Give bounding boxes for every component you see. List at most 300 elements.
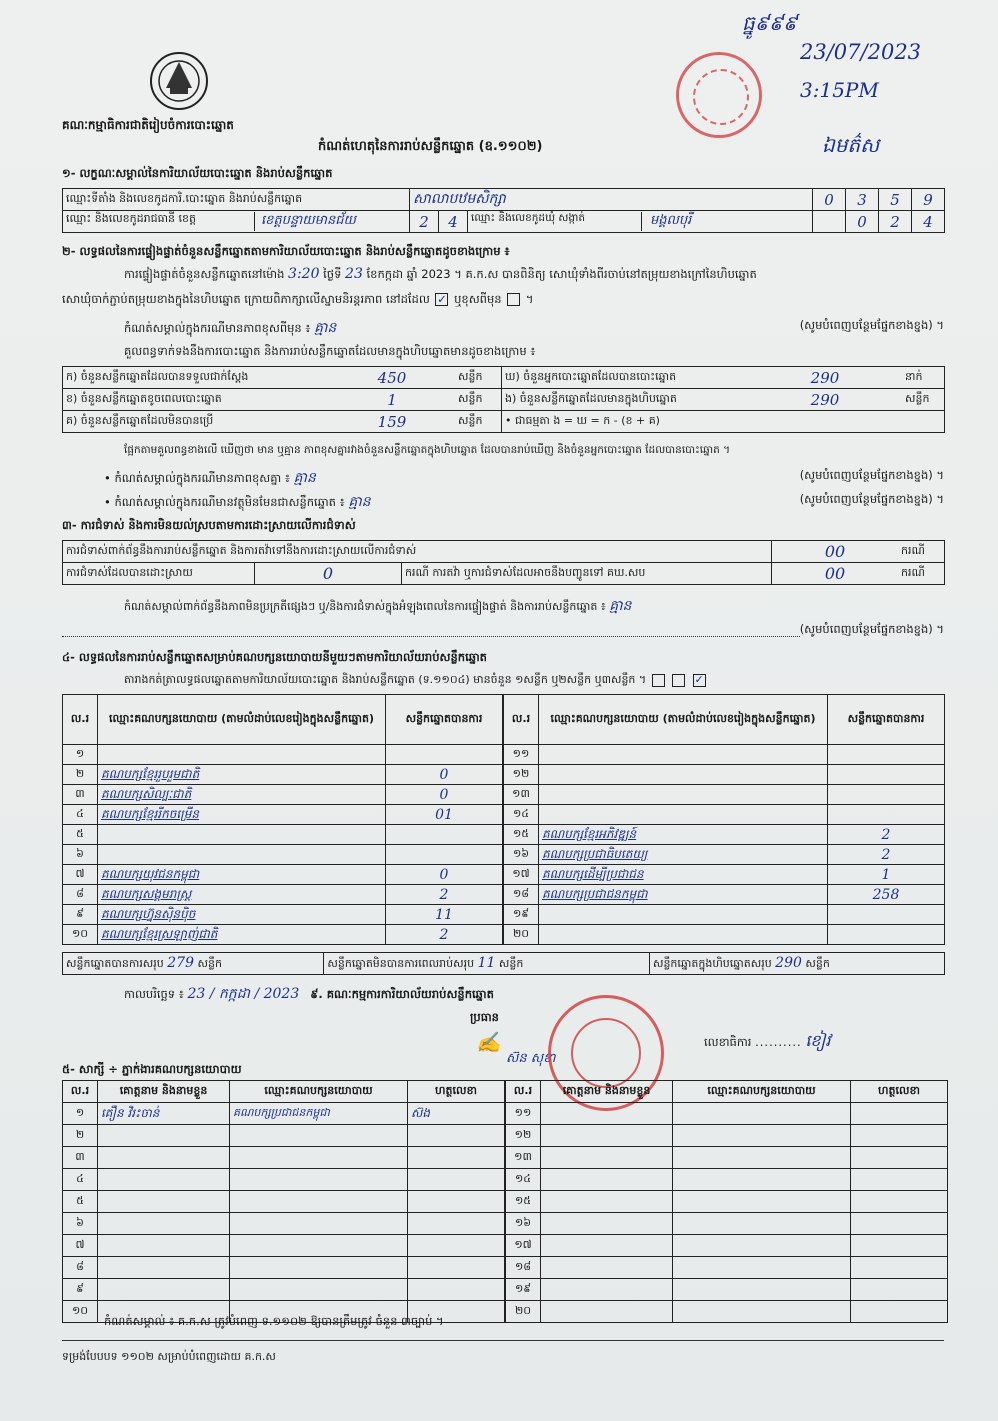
s4-left-row <box>63 785 503 805</box>
s5-left-name <box>98 1213 230 1235</box>
s4-left-row <box>63 745 503 765</box>
s2-p2-text: សោឃុំចាក់ភ្ជាប់តម្រុយខាងក្នុងនៃហិបឆ្នោត ក្រោយពិភាក្សាលើស្នាមនិរន្តរភាព នៅដដែល <box>62 292 430 306</box>
s5-left-no: ៦ <box>63 1213 98 1235</box>
s4-left-votes: 0 <box>386 785 503 805</box>
s4-left-row <box>63 805 503 825</box>
s4-right-votes <box>828 785 945 805</box>
received-signature: ឯមត៌ស <box>822 133 880 157</box>
s4-right-party <box>539 745 828 765</box>
s5-left-sign <box>408 1169 505 1191</box>
s4-left-no: ៧ <box>63 865 98 885</box>
unit: សន្លឹក <box>197 956 222 970</box>
s5-right-name <box>541 1125 673 1147</box>
s4-right-party <box>539 765 828 785</box>
s4-left-votes <box>386 845 503 865</box>
s5-left-no: ៩ <box>63 1279 98 1301</box>
s5-right-no: ១៨ <box>506 1257 541 1279</box>
s4-left-no: ៩ <box>63 905 98 925</box>
s5-right-row <box>506 1213 948 1235</box>
count-unit: សន្លឹក <box>455 389 502 411</box>
count-label-d: ឃ) ចំនួនអ្នកបោះឆ្នោតដែលបានបោះឆ្នោត <box>502 367 749 389</box>
s5-right-sign <box>851 1301 948 1323</box>
date-value: 23 / កក្កដា / 2023 <box>187 986 300 1002</box>
s4-right-row <box>504 745 945 765</box>
bullet1-value: គ្មាន <box>293 470 316 486</box>
s5-left-sign <box>408 1147 505 1169</box>
s4-right-party <box>539 785 828 805</box>
s1-province-code-digit: 4 <box>439 211 468 233</box>
count-formula: • ជាធម្មតា ង = ឃ = ក - (ខ + គ) <box>502 411 945 433</box>
s4-right-row <box>504 925 945 945</box>
s1-province-label: ឈ្មោះ និងលេខកូដរាជធានី ខេត្ត <box>63 212 255 231</box>
three-sheet-checkbox[interactable]: ✓ <box>694 672 704 686</box>
s4-right-no: ២០ <box>504 925 539 945</box>
same-checkbox[interactable]: ✓ <box>437 292 447 306</box>
s1-province-code-digit: 2 <box>410 211 439 233</box>
s4-right-votes: 1 <box>828 865 945 885</box>
s5-right-party <box>673 1213 851 1235</box>
s3-heading: ៣- ការជំទាស់ និងការមិនយល់ស្របតាមការដោះស្រាយលើការជំទាស់ <box>62 518 356 532</box>
secretary-signature: ខៀវ <box>805 1031 831 1050</box>
s5-left-party <box>230 1279 408 1301</box>
s5-right-table <box>505 1080 948 1323</box>
s4-right-party <box>539 905 828 925</box>
received-date: 23/07/2023 <box>800 40 922 64</box>
s4-left-party <box>98 845 386 865</box>
col-no: ល.រ <box>63 1081 98 1103</box>
s1-location-value: សាលាបឋមសិក្សា <box>410 189 813 211</box>
s4-left-votes <box>386 745 503 765</box>
s5-left-sign <box>408 1235 505 1257</box>
s5-right-sign <box>851 1147 948 1169</box>
s5-right-party <box>673 1125 851 1147</box>
s5-left-party <box>230 1235 408 1257</box>
s4-right-no: ១៩ <box>504 905 539 925</box>
s5-left-row <box>63 1279 505 1301</box>
received-time: 3:15PM <box>800 78 879 102</box>
s4-right-votes: 2 <box>828 825 945 845</box>
count-value-c: 159 <box>329 411 455 433</box>
s2-count-table <box>62 366 945 433</box>
s2-time-value: 3:20 <box>288 266 320 282</box>
s4-left-row <box>63 865 503 885</box>
s4-left-table <box>62 694 503 945</box>
s3-unit: ករណី <box>898 541 945 563</box>
s2-result-intro: គួលពន្ធទាក់ទងនឹងការបោះឆ្នោត និងការរាប់សន្លឹកឆ្នោតដែលមានក្នុងហិបឆ្នោតមានដូចខាងក្រោម ៖ <box>124 344 536 358</box>
s5-left-party <box>230 1125 408 1147</box>
s5-witness-table <box>62 1080 948 1323</box>
s2-p2-or: ឬខុសពីមុន <box>454 292 502 306</box>
s4-left-votes: 0 <box>386 865 503 885</box>
count-unit: នាក់ <box>902 367 945 389</box>
different-checkbox[interactable] <box>507 293 520 306</box>
s5-right-sign <box>851 1279 948 1301</box>
s1-heading: ១- លក្ខណៈសម្គាល់នៃការិយាល័យបោះឆ្នោត និងរាប់សន្លឹកឆ្នោត <box>62 166 333 180</box>
s1-commune-code-digit: 4 <box>912 211 945 233</box>
total-invalid <box>324 953 650 975</box>
s5-right-sign <box>851 1235 948 1257</box>
s4-right-no: ១៧ <box>504 865 539 885</box>
s4-left-no: ៣ <box>63 785 98 805</box>
received-code: ធ្នូ៩៩៩ <box>742 11 798 35</box>
s3-unit: ករណី <box>405 565 429 579</box>
s5-left-no: ៣ <box>63 1147 98 1169</box>
s5-right-name <box>541 1301 673 1323</box>
s5-right-no: ១១ <box>506 1103 541 1125</box>
count-value-e: 290 <box>748 389 902 411</box>
s5-right-sign <box>851 1191 948 1213</box>
s4-left-votes: 2 <box>386 925 503 945</box>
s5-right-name <box>541 1191 673 1213</box>
s5-right-party <box>673 1103 851 1125</box>
s4-left-party: គណបក្សយុវជនកម្ពុជា <box>98 865 386 885</box>
committee-label: ៩. គណៈកម្មការការិយាល័យរាប់សន្លឹកឆ្នោត <box>310 987 494 1001</box>
nec-emblem-icon <box>146 48 212 114</box>
s3-unit: ករណី <box>898 563 945 585</box>
s5-right-row <box>506 1103 948 1125</box>
s3-dotted-line <box>62 622 944 637</box>
s5-left-name <box>98 1125 230 1147</box>
col-sign: ហត្ថលេខា <box>851 1081 948 1103</box>
date-label: កាលបរិច្ឆេទ ៖ <box>124 987 184 1001</box>
col-party: ឈ្មោះគណបក្សនយោបាយ <box>673 1081 851 1103</box>
s5-right-row <box>506 1191 948 1213</box>
s4-right-row <box>504 785 945 805</box>
s4-intro <box>124 673 708 689</box>
s4-left-no: ៨ <box>63 885 98 905</box>
chair-name: ស៊ន សុខា <box>506 1051 556 1066</box>
s5-right-sign <box>851 1213 948 1235</box>
s4-right-row <box>504 825 945 845</box>
s5-left-no: ៥ <box>63 1191 98 1213</box>
s4-left-party <box>98 745 386 765</box>
s4-left-votes: 01 <box>386 805 503 825</box>
s5-left-party: គណបក្សប្រជាជនកម្ពុជា <box>230 1103 408 1125</box>
s4-right-votes <box>828 905 945 925</box>
s5-right-sign <box>851 1103 948 1125</box>
s4-right-votes: 258 <box>828 885 945 905</box>
s5-right-no: ១២ <box>506 1125 541 1147</box>
s5-right-row <box>506 1147 948 1169</box>
s5-left-sign <box>408 1257 505 1279</box>
s5-left-row <box>63 1169 505 1191</box>
s5-right-party <box>673 1191 851 1213</box>
s5-left-no: ១ <box>63 1103 98 1125</box>
s4-left-party: គណបក្សខ្មែររីកចម្រើន <box>98 805 386 825</box>
count-value-b: 1 <box>329 389 455 411</box>
s5-heading: ៥- សាក្សី ÷ ភ្នាក់ងារគណបក្សនយោបាយ <box>62 1062 242 1076</box>
count-unit: សន្លឹក <box>455 367 502 389</box>
s4-right-votes <box>828 925 945 945</box>
s2-paragraph-1 <box>124 266 757 284</box>
col-no: ល.រ <box>506 1081 541 1103</box>
s3-row1-label: ការជំទាស់ពាក់ព័ន្ធនឹងការរាប់សន្លឹកឆ្នោត និងការតវ៉ាទៅនឹងការដោះស្រាយលើការជំទាស់ <box>63 541 772 563</box>
s4-date-line <box>124 984 494 1005</box>
col-party: ឈ្មោះគណបក្សនយោបាយ (តាមលំដាប់លេខរៀងក្នុងសន្លឹកឆ្នោត) <box>539 695 828 745</box>
s5-left-no: ៤ <box>63 1169 98 1191</box>
col-name: គោត្តនាម និងនាមខ្លួន <box>541 1081 673 1103</box>
s4-left-no: ៦ <box>63 845 98 865</box>
s4-right-table <box>503 694 945 945</box>
s4-left-party: គណបក្សសិល្បៈជាតិ <box>98 785 386 805</box>
s4-left-party: គណបក្សសង្គមរាស្ត្រ <box>98 885 386 905</box>
s5-left-no: ៧ <box>63 1235 98 1257</box>
s5-left-party <box>230 1213 408 1235</box>
s5-right-party <box>673 1235 851 1257</box>
s5-right-party <box>673 1279 851 1301</box>
s5-right-sign <box>851 1169 948 1191</box>
s1-province-value: ខេត្តបន្ទាយមានជ័យ <box>261 213 356 228</box>
s5-right-party <box>673 1147 851 1169</box>
s5-left-name <box>98 1257 230 1279</box>
s4-left-row <box>63 905 503 925</box>
s4-right-row <box>504 805 945 825</box>
s5-left-sign <box>408 1279 505 1301</box>
s5-left-row <box>63 1103 505 1125</box>
s1-commune-value: មង្គលបុរី <box>650 213 692 228</box>
s5-right-no: ១៣ <box>506 1147 541 1169</box>
secretary-line: លេខាធិការ .......... ខៀវ <box>704 1031 831 1050</box>
s3-note-label: កំណត់សម្គាល់ពាក់ព័ន្ធនឹងភាពមិនប្រក្រតីផ្សេងៗ ឬ/និងការជំទាស់ក្នុងអំឡុងពេលនៃការផ្ទៀងផ្ទាត់ និងការរាប់សន្លឹកឆ្នោត ៖ <box>124 600 606 613</box>
s4-right-no: ១៣ <box>504 785 539 805</box>
col-no: ល.រ <box>504 695 539 745</box>
s2-p1-rest: ខែកក្កដា ឆ្នាំ 2023 ។ គ.ក.ស បានពិនិត្យ សោឃុំទាំងពីរចាប់នៅតម្រុយខាងក្រៅនៃហិបឆ្នោត <box>366 267 757 281</box>
s5-right-party <box>673 1257 851 1279</box>
count-label-e: ង) ចំនួនសន្លឹកឆ្នោតដែលមានក្នុងហិបឆ្នោត <box>502 389 749 411</box>
total-valid-value: 279 <box>167 954 194 971</box>
chair-signature: ✍ <box>476 1030 501 1054</box>
s5-left-row <box>63 1147 505 1169</box>
s4-left-no: ១០ <box>63 925 98 945</box>
s4-left-no: ១ <box>63 745 98 765</box>
s5-right-no: ១៧ <box>506 1235 541 1257</box>
s4-right-votes <box>828 805 945 825</box>
s5-footnote: កំណត់សម្គាល់ ៖ គ.ក.ស ត្រូវបំពេញ ទ.១១០២ ឱ្យបានត្រឹមត្រូវ ចំនួន ៣ច្បាប់ ។ <box>104 1314 444 1328</box>
chair-label: ប្រធាន <box>470 1010 499 1024</box>
s3-row2b-label <box>402 563 772 585</box>
s4-right-votes <box>828 745 945 765</box>
total-invalid-label: សន្លឹកឆ្នោតមិនបានការពេលរាប់សរុប <box>327 956 475 970</box>
s4-totals <box>62 952 945 975</box>
s4-right-no: ១៥ <box>504 825 539 845</box>
count-unit: សន្លឹក <box>902 389 945 411</box>
s2-note-value: គ្មាន <box>314 320 337 336</box>
s5-right-row <box>506 1257 948 1279</box>
form-title: កំណត់ហេតុនៃការរាប់សន្លឹកឆ្នោត (ឧ.១១០២) <box>318 139 543 154</box>
fill-hint: (សូមបំពេញបន្ថែមផ្នែកខាងខ្នង) ។ <box>799 468 944 482</box>
s5-right-no: ១៤ <box>506 1169 541 1191</box>
s1-commune-code-digit: 0 <box>846 211 879 233</box>
s5-left-row <box>63 1191 505 1213</box>
s5-right-party <box>673 1301 851 1323</box>
count-label-b: ខ) ចំនួនសន្លឹកឆ្នោតខូចពេលបោះឆ្នោត <box>63 389 330 411</box>
s1-code-digit: 3 <box>846 189 879 211</box>
col-votes: សន្លឹកឆ្នោតបានការ <box>828 695 945 745</box>
s5-left-row <box>63 1257 505 1279</box>
col-name: គោត្តនាម និងនាមខ្លួន <box>98 1081 230 1103</box>
total-box-label: សន្លឹកឆ្នោតក្នុងហិបឆ្នោតសរុប <box>652 956 772 970</box>
s5-right-no: ២០ <box>506 1301 541 1323</box>
s3-row2b-text: ការតវ៉ា ឬការជំទាស់ដែលអាចនឹងបញ្ជូនទៅ គឃ.សប <box>432 565 646 579</box>
total-valid-label: សន្លឹកឆ្នោតបានការសរុប <box>66 956 164 970</box>
s5-right-row <box>506 1125 948 1147</box>
s4-left-party: គណបក្សខ្មែរស្រឡាញ់ជាតិ <box>98 925 386 945</box>
s2-note-label: កំណត់សម្គាល់ក្នុងករណីមានភាពខុសពីមុន ៖ <box>124 321 311 335</box>
s4-left-party: គណបក្សហ្វ៊ុនស៊ិនប៉ិច <box>98 905 386 925</box>
s5-left-no: ១០ <box>63 1301 98 1323</box>
s4-left-votes: 11 <box>386 905 503 925</box>
s5-left-sign <box>408 1191 505 1213</box>
s4-right-party: គណបក្សប្រជាជនកម្ពុជា <box>539 885 828 905</box>
s4-left-votes <box>386 825 503 845</box>
s5-left-row <box>63 1125 505 1147</box>
s5-right-sign <box>851 1257 948 1279</box>
footer-divider <box>62 1340 944 1341</box>
s5-right-party <box>673 1169 851 1191</box>
s4-right-no: ១៨ <box>504 885 539 905</box>
s4-right-no: ១៤ <box>504 805 539 825</box>
s1-commune-label: ឈ្មោះ និងលេខកូដឃុំ សង្កាត់ <box>468 212 642 231</box>
s5-left-sign <box>408 1125 505 1147</box>
s2-day-value: 23 <box>345 266 363 282</box>
s4-right-no: ១១ <box>504 745 539 765</box>
s4-left-no: ២ <box>63 765 98 785</box>
footer-text: ទម្រង់បែបបទ ១១០២ សម្រាប់បំពេញដោយ គ.ក.ស <box>62 1350 276 1363</box>
s2-note-line <box>124 318 944 339</box>
s2-heading: ២- លទ្ធផលនៃការផ្ទៀងផ្ទាត់ចំនួនសន្លឹកឆ្នោតតាមការិយាល័យបោះឆ្នោត និងរាប់សន្លឹកឆ្នោតដូចខាងក្រោម ៖ <box>62 244 510 258</box>
s3-table <box>62 540 945 585</box>
s4-left-no: ៤ <box>63 805 98 825</box>
s4-right-row <box>504 885 945 905</box>
s5-left-party <box>230 1191 408 1213</box>
s5-left-name <box>98 1169 230 1191</box>
s3-row2-label: ការជំទាស់ដែលបានដោះស្រាយ <box>63 563 255 585</box>
total-box-value: 290 <box>775 954 802 971</box>
s5-right-row <box>506 1301 948 1323</box>
s5-left-name <box>98 1235 230 1257</box>
received-stamp <box>676 52 762 138</box>
s4-left-votes: 2 <box>386 885 503 905</box>
two-sheet-checkbox[interactable] <box>672 674 685 687</box>
fill-hint: (សូមបំពេញបន្ថែមផ្នែកខាងខ្នង) ។ <box>799 492 944 506</box>
unit: សន្លឹក <box>498 956 524 970</box>
count-value-a: 450 <box>329 367 455 389</box>
s1-commune-code-digit: 2 <box>879 211 912 233</box>
col-party: ឈ្មោះគណបក្សនយោបាយ <box>230 1081 408 1103</box>
s5-left-party <box>230 1169 408 1191</box>
s5-left-sign <box>408 1213 505 1235</box>
s5-left-row <box>63 1235 505 1257</box>
s5-left-no: ២ <box>63 1125 98 1147</box>
bullet1-label: • កំណត់សម្គាល់ក្នុងករណីមានភាពខុសគ្នា ៖ <box>104 471 290 485</box>
s2-diff-line: ផ្អែកតាមគួលពន្ធខាងលើ ឃើញថា មាន ឬគ្មាន ភាពខុសគ្នារវាងចំនួនសន្លឹកឆ្នោតក្នុងហិបឆ្នោត ដែលបានរាប់ឃើញ និងចំនួនអ្នកបោះឆ្នោត ដែលបានបោះឆ្នោត ។ <box>124 444 731 456</box>
s5-right-name <box>541 1235 673 1257</box>
s4-right-party: គណបក្សប្រជាធិបតេយ្យ <box>539 845 828 865</box>
s4-right-row <box>504 765 945 785</box>
s4-left-row <box>63 825 503 845</box>
s5-left-table <box>62 1080 505 1323</box>
col-no: ល.រ <box>63 695 98 745</box>
s4-right-row <box>504 905 945 925</box>
s4-right-row <box>504 865 945 885</box>
one-sheet-checkbox[interactable] <box>652 674 665 687</box>
s2-bullet-2 <box>104 492 944 513</box>
s5-right-no: ១៦ <box>506 1213 541 1235</box>
s5-left-row <box>63 1213 505 1235</box>
count-label-a: ក) ចំនួនសន្លឹកឆ្នោតដែលបានទទួលជាក់ស្តែង <box>63 367 330 389</box>
s5-right-name <box>541 1257 673 1279</box>
secretary-label: លេខាធិការ <box>704 1035 752 1049</box>
s5-left-name: គឿន វិរះចាន់ <box>98 1103 230 1125</box>
s1-table <box>62 188 945 233</box>
s5-right-name <box>541 1279 673 1301</box>
s5-right-name <box>541 1147 673 1169</box>
s5-left-name <box>98 1191 230 1213</box>
count-unit: សន្លឹក <box>455 411 502 433</box>
s5-right-row <box>506 1279 948 1301</box>
total-box <box>649 953 944 975</box>
s4-left-no: ៥ <box>63 825 98 845</box>
bullet2-label: • កំណត់សម្គាល់ក្នុងករណីមានវត្ថុមិនមែនជាសន្លឹកឆ្នោត ៖ <box>104 495 345 509</box>
s5-left-party <box>230 1147 408 1169</box>
fill-hint: (សូមបំពេញបន្ថែមផ្នែកខាងខ្នង) ។ <box>799 318 944 332</box>
s2-p1-label: ការផ្ទៀងផ្ទាត់ចំនួនសន្លឹកឆ្នោតនៅម៉ោង <box>124 267 285 281</box>
s4-intro-text: តារាងកត់ត្រាលទ្ធផលឆ្នោតតាមការិយាល័យបោះឆ្នោត និងរាប់សន្លឹកឆ្នោត (ទ.១១០៤) មានចំនួន ១សន្លឹក ឬ២សន្លឹក ឬ៣សន្លឹក ។ <box>124 673 647 686</box>
s4-right-party: គណបក្សដើម្បីប្រជាជន <box>539 865 828 885</box>
s2-bullet-1 <box>104 468 944 489</box>
s1-code-digit: 9 <box>912 189 945 211</box>
col-sign: ហត្ថលេខា <box>408 1081 505 1103</box>
s5-left-party <box>230 1257 408 1279</box>
s3-note <box>124 596 631 617</box>
s4-left-party: គណបក្សខ្មែររួបរួមជាតិ <box>98 765 386 785</box>
s4-heading: ៤- លទ្ធផលនៃការរាប់សន្លឹកឆ្នោតសម្រាប់គណបក្សនយោបាយនីមួយៗតាមការិយាល័យរាប់សន្លឹកឆ្នោត <box>62 650 487 664</box>
s4-right-party <box>539 805 828 825</box>
s4-right-votes: 2 <box>828 845 945 865</box>
s5-right-no: ១៩ <box>506 1279 541 1301</box>
s5-left-no: ៨ <box>63 1257 98 1279</box>
s4-left-row <box>63 885 503 905</box>
agency-name: គណៈកម្មាធិការជាតិរៀបចំការបោះឆ្នោត <box>62 118 234 132</box>
s5-right-name <box>541 1169 673 1191</box>
s3-row2-value: 0 <box>255 563 402 585</box>
s4-right-votes <box>828 765 945 785</box>
fill-hint: (សូមបំពេញបន្ថែមផ្នែកខាងខ្នង) ។ <box>800 622 944 639</box>
s4-right-row <box>504 845 945 865</box>
total-valid <box>63 953 324 975</box>
s5-left-sign: ស៊ង <box>408 1103 505 1125</box>
s4-left-row <box>63 765 503 785</box>
s5-left-name <box>98 1279 230 1301</box>
s3-row1-value: 00 <box>772 541 899 563</box>
s4-right-party <box>539 925 828 945</box>
bullet2-value: គ្មាន <box>348 494 371 510</box>
total-invalid-value: 11 <box>477 954 496 971</box>
count-label-c: គ) ចំនួនសន្លឹកឆ្នោតដែលមិនបានប្រើ <box>63 411 330 433</box>
s3-row2b-value: 00 <box>772 563 899 585</box>
s4-right-no: ១២ <box>504 765 539 785</box>
s5-left-name <box>98 1147 230 1169</box>
col-votes: សន្លឹកឆ្នោតបានការ <box>386 695 503 745</box>
s5-right-name <box>541 1213 673 1235</box>
s2-day-label: ថ្ងៃទី <box>323 267 342 281</box>
s5-right-row <box>506 1235 948 1257</box>
s4-results-table <box>62 694 945 974</box>
s4-right-party: គណបក្សខ្មែរអភិវឌ្ឍន៍ <box>539 825 828 845</box>
s1-code-digit: 0 <box>813 189 846 211</box>
col-party: ឈ្មោះគណបក្សនយោបាយ (តាមលំដាប់លេខរៀងក្នុងសន្លឹកឆ្នោត) <box>98 695 386 745</box>
s4-right-no: ១៦ <box>504 845 539 865</box>
